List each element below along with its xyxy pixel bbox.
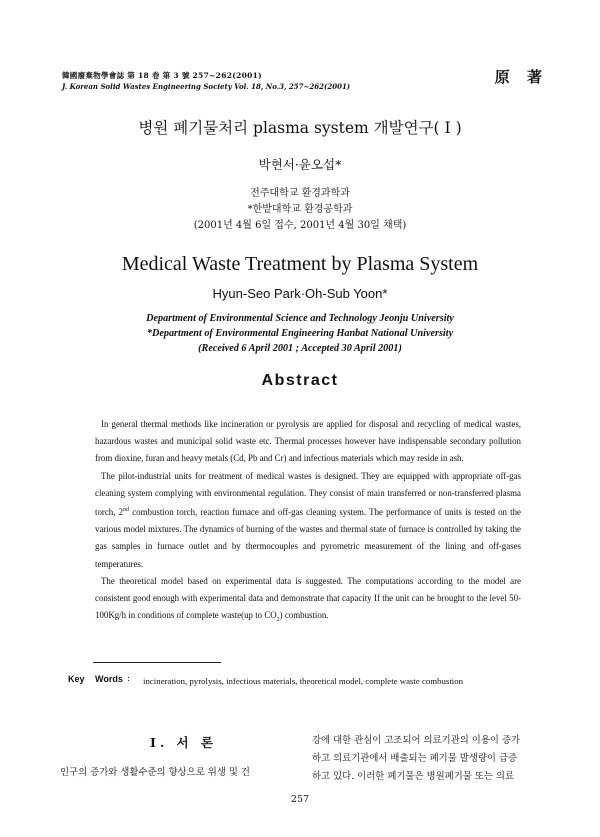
intro-left-column: 인구의 증가와 생활수준의 향상으로 위생 및 건 (60, 767, 250, 778)
affiliation-english-1: Department of Environmental Science and Technology Jeonju University (146, 313, 454, 324)
title-english: Medical Waste Treatment by Plasma System (121, 253, 479, 275)
keywords-divider (93, 662, 221, 663)
keywords-label: Key Words (68, 674, 123, 684)
article-type-label: 原 著 (494, 68, 548, 86)
received-english: (Received 6 April 2001 ; Accepted 30 April 2001) (198, 343, 402, 354)
journal-header-english: J. Korean Solid Wastes Engineering Society Vol. 18, No.3, 257~262(2001) (62, 82, 351, 91)
subscript: 2 (276, 616, 280, 623)
authors-korean: 박현서·윤오섭* (258, 157, 342, 172)
title-korean: 병원 폐기물처리 plasma system 개발연구( I ) (138, 119, 462, 137)
journal-header-korean: 韓國廢棄物學會誌 第 18 卷 第 3 號 257~262(2001) (62, 71, 262, 80)
page-number: 257 (290, 794, 310, 805)
intro-right-line-2: 하고 의료기관에서 배출되는 폐기물 발생량이 급증 (312, 753, 518, 764)
section-heading-introduction: Ⅰ. 서 론 (150, 735, 218, 750)
received-korean: (2001년 4월 6일 접수, 2001년 4월 30일 채택) (193, 220, 407, 231)
abstract-text: The theoretical model based on experimental data is suggested. The computations according to the model are consistent good enough with experimental data and demonstrate that capacity If the unit can be brought to the level 50-100Kg/h in conditions of complete waste(up to CO (95, 575, 521, 621)
keywords-colon: : (127, 674, 131, 684)
intro-right-line-1: 강에 대한 관심이 고조되어 의료기관의 이용이 증가 (312, 735, 521, 746)
intro-right-column (312, 732, 552, 786)
abstract-body (95, 416, 521, 629)
abstract-heading: Abstract (261, 372, 339, 389)
abstract-text: ) combustion. (279, 610, 329, 621)
intro-right-line-3: 하고 있다. 이러한 폐기물은 병원폐기물 또는 의료 (312, 771, 514, 782)
abstract-text: combustion torch, reaction furnace and off-gas cleaning system. The performance of units is tested on the various model mixtures. The dynamics of burning of the wastes and thermal state of furnace is controlled by taking the gas samples in furnace outlet and by thermocouples and pyrometric measurement of the lining and off-gases temperatures. (95, 506, 521, 569)
affiliation-korean-1: 전주대학교 환경과학과 (250, 188, 350, 199)
superscript: nd (123, 507, 130, 514)
affiliation-korean-2: *한밭대학교 환경공학과 (247, 204, 353, 215)
affiliation-english-2: *Department of Environmental Engineering Hanbat National University (146, 328, 454, 339)
abstract-paragraph-3 (95, 573, 521, 629)
abstract-paragraph-1: In general thermal methods like incineration or pyrolysis are applied for disposal and recycling of medical wastes, hazardous wastes and municipal solid waste etc. Thermal processes however have indispensable secondary pollution from dioxine, furan and heavy metals (Cd, Pb and Cr) and infectious materials which may reside in ash. (95, 419, 521, 464)
abstract-paragraph-2 (95, 468, 521, 573)
keywords-text: incineration, pyrolysis, infectious materials, theoretical model, complete waste combustion (143, 676, 464, 686)
abstract-text: The pilot-industrial units for treatment of medical wastes is designed. They are equipped with appropriate off-gas cleaning system complying with environmental regulation. They consist of main transferred or non-transferred plasma torch, 2 (95, 470, 521, 517)
authors-english: Hyun-Seo Park·Oh-Sub Yoon* (212, 286, 388, 301)
